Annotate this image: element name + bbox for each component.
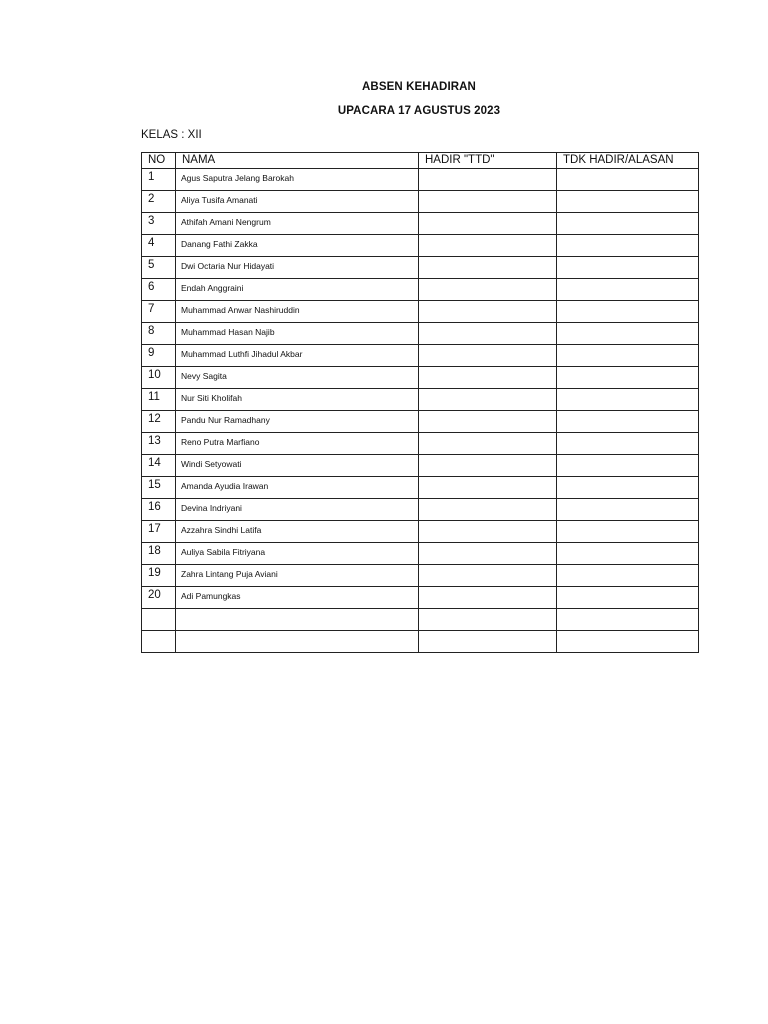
row-number: 11 <box>148 391 160 403</box>
student-name: Endah Anggraini <box>181 283 244 293</box>
student-name: Windi Setyowati <box>181 459 242 469</box>
cell-name <box>176 301 419 323</box>
cell-no <box>142 609 176 631</box>
cell-tdk-hadir-alasan <box>557 455 699 477</box>
student-name: Devina Indriyani <box>181 503 242 513</box>
cell-hadir-signature <box>419 499 557 521</box>
row-number: 18 <box>148 545 161 557</box>
student-name: Zahra Lintang Puja Aviani <box>181 569 278 579</box>
student-name: Reno Putra Marfiano <box>181 437 260 447</box>
table-row <box>142 301 699 323</box>
table-row <box>142 345 699 367</box>
student-name: Nur Siti Kholifah <box>181 393 242 403</box>
cell-name <box>176 631 419 653</box>
student-name: Azzahra Sindhi Latifa <box>181 525 262 535</box>
row-number: 19 <box>148 567 161 579</box>
cell-hadir-signature <box>419 565 557 587</box>
cell-tdk-hadir-alasan <box>557 631 699 653</box>
cell-tdk-hadir-alasan <box>557 433 699 455</box>
document-title: ABSEN KEHADIRAN <box>362 81 476 93</box>
cell-name <box>176 499 419 521</box>
table-row <box>142 433 699 455</box>
student-name: Danang Fathi Zakka <box>181 239 258 249</box>
student-name: Aliya Tusifa Amanati <box>181 195 258 205</box>
cell-hadir-signature <box>419 367 557 389</box>
cell-hadir-signature <box>419 235 557 257</box>
cell-name <box>176 367 419 389</box>
cell-name <box>176 543 419 565</box>
row-number: 14 <box>148 457 161 469</box>
cell-no <box>142 565 176 587</box>
cell-tdk-hadir-alasan <box>557 191 699 213</box>
student-name: Pandu Nur Ramadhany <box>181 415 270 425</box>
cell-no <box>142 587 176 609</box>
student-name: Auliya Sabila Fitriyana <box>181 547 266 557</box>
row-number: 2 <box>148 193 155 205</box>
student-name: Muhammad Hasan Najib <box>181 327 275 337</box>
cell-name <box>176 389 419 411</box>
cell-name <box>176 609 419 631</box>
row-number: 15 <box>148 479 161 491</box>
student-name: Athifah Amani Nengrum <box>181 217 271 227</box>
student-name: Adi Pamungkas <box>181 591 241 601</box>
row-number: 5 <box>148 259 155 271</box>
table-row <box>142 191 699 213</box>
cell-hadir-signature <box>419 191 557 213</box>
table-row <box>142 477 699 499</box>
cell-no <box>142 433 176 455</box>
cell-name <box>176 169 419 191</box>
cell-tdk-hadir-alasan <box>557 257 699 279</box>
table-row <box>142 411 699 433</box>
table-row <box>142 631 699 653</box>
cell-name <box>176 565 419 587</box>
cell-no <box>142 411 176 433</box>
table-row <box>142 565 699 587</box>
cell-name <box>176 235 419 257</box>
cell-hadir-signature <box>419 389 557 411</box>
table-row <box>142 499 699 521</box>
cell-name <box>176 521 419 543</box>
cell-hadir-signature <box>419 587 557 609</box>
table-row <box>142 323 699 345</box>
table-row <box>142 609 699 631</box>
cell-name <box>176 191 419 213</box>
table-row <box>142 279 699 301</box>
cell-hadir-signature <box>419 521 557 543</box>
cell-name <box>176 433 419 455</box>
row-number: 13 <box>148 435 161 447</box>
cell-tdk-hadir-alasan <box>557 235 699 257</box>
table-row <box>142 367 699 389</box>
cell-tdk-hadir-alasan <box>557 477 699 499</box>
cell-tdk-hadir-alasan <box>557 587 699 609</box>
column-header-no: NO <box>142 153 176 169</box>
cell-no <box>142 455 176 477</box>
cell-no <box>142 477 176 499</box>
cell-no <box>142 323 176 345</box>
cell-hadir-signature <box>419 455 557 477</box>
cell-tdk-hadir-alasan <box>557 609 699 631</box>
row-number: 20 <box>148 589 161 601</box>
cell-hadir-signature <box>419 543 557 565</box>
cell-tdk-hadir-alasan <box>557 323 699 345</box>
cell-name <box>176 323 419 345</box>
cell-no <box>142 543 176 565</box>
column-header-nama: NAMA <box>176 153 419 169</box>
table-row <box>142 543 699 565</box>
cell-name <box>176 455 419 477</box>
cell-hadir-signature <box>419 323 557 345</box>
row-number: 12 <box>148 413 161 425</box>
table-row <box>142 169 699 191</box>
cell-hadir-signature <box>419 169 557 191</box>
row-number: 9 <box>148 347 155 359</box>
row-number: 3 <box>148 215 155 227</box>
student-name: Muhammad Luthfi Jihadul Akbar <box>181 349 303 359</box>
cell-no <box>142 191 176 213</box>
document-subtitle: UPACARA 17 AGUSTUS 2023 <box>337 105 501 117</box>
cell-name <box>176 477 419 499</box>
cell-hadir-signature <box>419 433 557 455</box>
student-name: Dwi Octaria Nur Hidayati <box>181 261 275 271</box>
cell-hadir-signature <box>419 631 557 653</box>
row-number: 10 <box>148 369 161 381</box>
table-row <box>142 455 699 477</box>
cell-tdk-hadir-alasan <box>557 411 699 433</box>
cell-tdk-hadir-alasan <box>557 169 699 191</box>
table-header-row <box>142 153 699 169</box>
table-row <box>142 521 699 543</box>
row-number: 4 <box>148 237 155 249</box>
table-row <box>142 213 699 235</box>
table-row <box>142 257 699 279</box>
cell-no <box>142 389 176 411</box>
student-name: Nevy Sagita <box>181 371 227 381</box>
cell-tdk-hadir-alasan <box>557 521 699 543</box>
row-number: 7 <box>148 303 155 315</box>
student-name: Amanda Ayudia Irawan <box>181 481 269 491</box>
attendance-table <box>141 152 699 653</box>
cell-tdk-hadir-alasan <box>557 345 699 367</box>
table-body <box>142 169 699 653</box>
cell-tdk-hadir-alasan <box>557 543 699 565</box>
cell-hadir-signature <box>419 411 557 433</box>
cell-hadir-signature <box>419 279 557 301</box>
cell-no <box>142 367 176 389</box>
cell-hadir-signature <box>419 609 557 631</box>
table-row <box>142 235 699 257</box>
column-header-tdk-hadir: TDK HADIR/ALASAN <box>557 153 699 169</box>
cell-hadir-signature <box>419 345 557 367</box>
row-number: 16 <box>148 501 161 513</box>
row-number: 8 <box>148 325 155 337</box>
cell-no <box>142 499 176 521</box>
cell-hadir-signature <box>419 257 557 279</box>
cell-no <box>142 213 176 235</box>
cell-tdk-hadir-alasan <box>557 499 699 521</box>
cell-tdk-hadir-alasan <box>557 301 699 323</box>
cell-no <box>142 631 176 653</box>
cell-no <box>142 301 176 323</box>
cell-name <box>176 587 419 609</box>
row-number: 1 <box>148 171 155 183</box>
row-number: 6 <box>148 281 155 293</box>
column-header-hadir: HADIR "TTD" <box>419 153 557 169</box>
cell-tdk-hadir-alasan <box>557 213 699 235</box>
cell-name <box>176 213 419 235</box>
cell-no <box>142 521 176 543</box>
cell-no <box>142 235 176 257</box>
cell-hadir-signature <box>419 477 557 499</box>
cell-tdk-hadir-alasan <box>557 565 699 587</box>
cell-no <box>142 345 176 367</box>
class-label: KELAS : XII <box>141 129 202 141</box>
row-number: 17 <box>148 523 161 535</box>
cell-name <box>176 279 419 301</box>
student-name: Agus Saputra Jelang Barokah <box>181 173 294 183</box>
cell-hadir-signature <box>419 213 557 235</box>
cell-name <box>176 257 419 279</box>
cell-tdk-hadir-alasan <box>557 279 699 301</box>
cell-tdk-hadir-alasan <box>557 389 699 411</box>
cell-hadir-signature <box>419 301 557 323</box>
student-name: Muhammad Anwar Nashiruddin <box>181 305 300 315</box>
cell-no <box>142 257 176 279</box>
table-row <box>142 587 699 609</box>
cell-no <box>142 169 176 191</box>
cell-no <box>142 279 176 301</box>
cell-name <box>176 411 419 433</box>
cell-tdk-hadir-alasan <box>557 367 699 389</box>
cell-name <box>176 345 419 367</box>
table-row <box>142 389 699 411</box>
